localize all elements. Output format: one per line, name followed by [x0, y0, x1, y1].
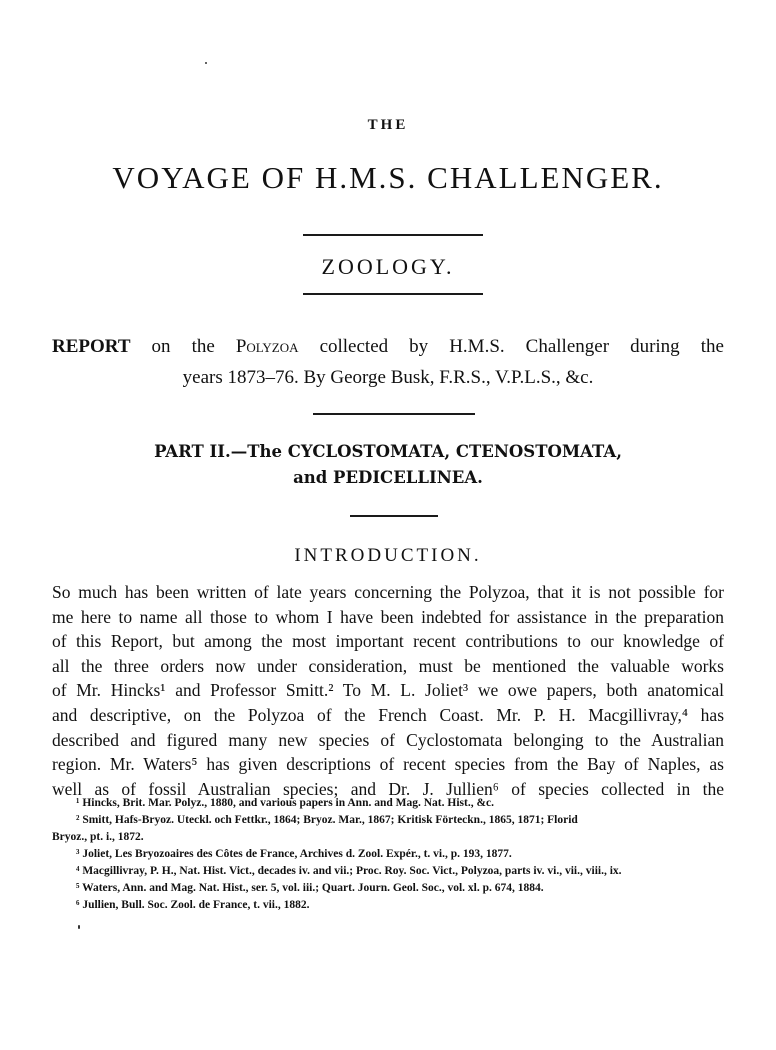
body-line: me here to name all those to whom I have been indebted for assistance in the preparation	[52, 606, 724, 627]
part-line-2: and PEDICELLINEA.	[293, 468, 483, 487]
report-word: during	[630, 336, 680, 357]
footnote-continuation: Bryoz., pt. i., 1872.	[52, 831, 144, 843]
footnote: ¹ Hincks, Brit. Mar. Polyz., 1880, and various papers in Ann. and Mag. Nat. Hist., &c.	[76, 797, 495, 809]
report-word: by	[409, 336, 429, 357]
body-line: and descriptive, on the Polyzoa of the French Coast. Mr. P. H. Macgillivray,⁴ has	[52, 704, 724, 725]
footnote: ⁵ Waters, Ann. and Mag. Nat. Hist., ser. 5, vol. iii.; Quart. Journ. Geol. Soc., vol. xl. p. 674, 1884.	[76, 882, 544, 894]
report-word: collected	[319, 336, 389, 357]
part-line-1: PART II.—The CYCLOSTOMATA, CTENOSTOMATA,	[154, 442, 622, 461]
report-word: the	[191, 336, 215, 357]
rule-below-section	[303, 293, 483, 295]
ink-mark	[78, 925, 80, 929]
footnotes	[52, 795, 732, 914]
body-line: well as of fossil Australian species; and Dr. J. Jullien⁶ of species collected in the	[52, 778, 724, 799]
series-kicker: THE	[367, 117, 409, 133]
introduction-heading: INTRODUCTION.	[294, 545, 482, 566]
body-line: So much has been written of late years concerning the Polyzoa, that it is not possible for	[52, 582, 724, 602]
body-line: described and figured many new species of Cyclostomata belonging to the Australian	[52, 729, 724, 750]
ink-speck	[205, 62, 207, 64]
page-title: VOYAGE OF H.M.S. CHALLENGER.	[112, 160, 664, 195]
report-heading	[52, 331, 724, 393]
report-word: the	[700, 336, 724, 357]
rule-below-report	[313, 413, 475, 415]
report-word: on	[151, 336, 171, 357]
body-line: all the three orders now under consideration, must be mentioned the valuable works	[52, 655, 724, 676]
report-word: REPORT	[52, 336, 131, 357]
body-line: of Mr. Hincks¹ and Professor Smitt.² To M. L. Joliet³ we owe papers, both anatomical	[52, 680, 724, 701]
footnote: ³ Joliet, Les Bryozoaires des Côtes de France, Archives d. Zool. Expér., t. vi., p. 193, 1877.	[76, 848, 512, 860]
report-word: Polyzoa	[235, 336, 299, 357]
section-heading: ZOOLOGY.	[321, 254, 455, 279]
report-line-2: years 1873–76. By George Busk, F.R.S., V.P.L.S., &c.	[182, 367, 594, 388]
footnote: ⁴ Macgillivray, P. H., Nat. Hist. Vict., decades iv. and vii.; Proc. Roy. Soc. Vict., Polyzoa, parts iv. vi., vii., viii., ix.	[76, 865, 622, 877]
report-word: Challenger	[525, 336, 610, 357]
report-word: H.M.S.	[449, 336, 505, 357]
rule-above-section	[303, 234, 483, 236]
body-line: of this Report, but among the most important recent contributions to our knowledge of	[52, 631, 724, 652]
footnote: ⁶ Jullien, Bull. Soc. Zool. de France, t. vii., 1882.	[76, 899, 310, 911]
part-heading	[0, 439, 776, 491]
footnote: ² Smitt, Hafs-Bryoz. Uteckl. och Fettkr., 1864; Bryoz. Mar., 1867; Kritisk Förteckn., 1865, 1871; Florid	[76, 814, 578, 826]
rule-below-part	[350, 515, 438, 517]
report-line-1	[52, 331, 724, 362]
body-line: region. Mr. Waters⁵ has given descriptions of recent species from the Bay of Naples, as	[52, 754, 724, 775]
body-text	[52, 580, 724, 801]
